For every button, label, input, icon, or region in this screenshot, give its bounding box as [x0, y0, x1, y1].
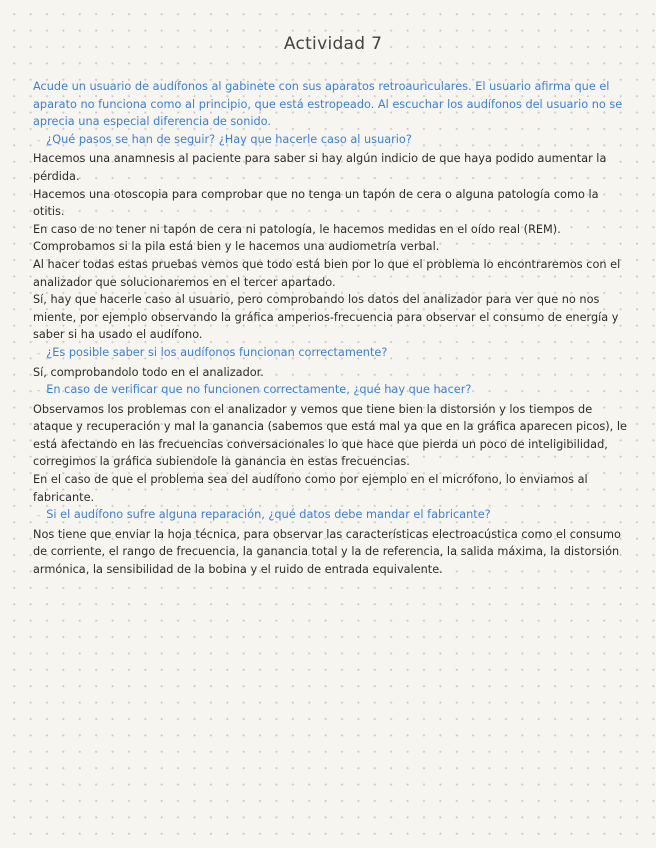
question-4 [33, 506, 633, 526]
document-page [33, 34, 633, 579]
answer-paragraph: Hacemos una otoscopia para comprobar que no tenga un tapón de cera o alguna patología como la otitis. [33, 187, 599, 219]
answer-paragraph: Nos tiene que enviar la hoja técnica, para observar las características electroacústica como el consumo de corriente, el rango de frecuencia, la ganancia total y la de referencia, la salida máxima, la distorsión armónica, la sensibilidad de la bobina y el ruido de entrada equivalente. [33, 527, 621, 577]
answer-paragraph: Al hacer todas estas pruebas vemos que todo está bien por lo que el problema lo encontraremos con el analizador que solucionaremos en el tercer apartado. [33, 257, 621, 289]
question-text: Si el audífono sufre alguna reparación, ¿qué datos debe mandar el fabricante? [46, 508, 491, 522]
question-text: ¿Es posible saber si los audífonos funcionan correctamente? [46, 345, 388, 359]
answer-paragraph: Observamos los problemas con el analizador y vemos que tiene bien la distorsión y los tiempos de ataque y recuperación y mal la ganancia (sabemos que está mal ya que en la gráfica aparecen picos), le está afectando en las frecuencias conversacionales lo que hace que pierda un poco de inteligibilidad, corregimos la gráfica subiendole la ganancia en estas frecuencias. [33, 402, 627, 469]
intro-paragraph: Acude un usuario de audífonos al gabinete con sus aparatos retroauriculares. El usuario afirma que el aparato no funciona como al principio, que está estropeado. Al escuchar los audífonos del usuario no se aprecia una especial diferencia de sonido. [33, 80, 623, 129]
answer-paragraph: En caso de no tener ni tapón de cera ni patología, le hacemos medidas en el oído real (REM). [33, 222, 561, 236]
answer-paragraph: Comprobamos si la pila está bien y le hacemos una audiometría verbal. [33, 240, 440, 254]
bullet-dash: - [37, 348, 41, 359]
answer-paragraph: Sí, comprobandolo todo en el analizador. [33, 365, 264, 379]
bullet-dash: - [37, 135, 41, 146]
bullet-dash: - [37, 511, 41, 522]
question-3 [33, 381, 633, 401]
question-1 [33, 131, 633, 151]
question-text: ¿Qué pasos se han de seguir? ¿Hay que hacerle caso al usuario? [46, 132, 412, 146]
question-text: En caso de verificar que no funcionen correctamente, ¿qué hay que hacer? [46, 383, 472, 397]
page-title: Actividad 7 [283, 34, 383, 54]
answer-paragraph: En el caso de que el problema sea del audífono como por ejemplo en el micrófono, lo enviamos al fabricante. [33, 473, 588, 504]
answer-paragraph: Sí, hay que hacerle caso al usuario, pero comprobando los datos del analizador para ver que no nos miente, por ejemplo observando la gráfica amperios-frecuencia para observar el consumo de energía y saber si ha usado el audífono. [33, 293, 619, 342]
question-2 [33, 344, 633, 364]
bullet-dash: - [37, 386, 41, 397]
qa-sections [33, 131, 633, 579]
answer-paragraph: Hacemos una anamnesis al paciente para saber si hay algún indicio de que haya podido aumentar la pérdida. [33, 152, 607, 183]
